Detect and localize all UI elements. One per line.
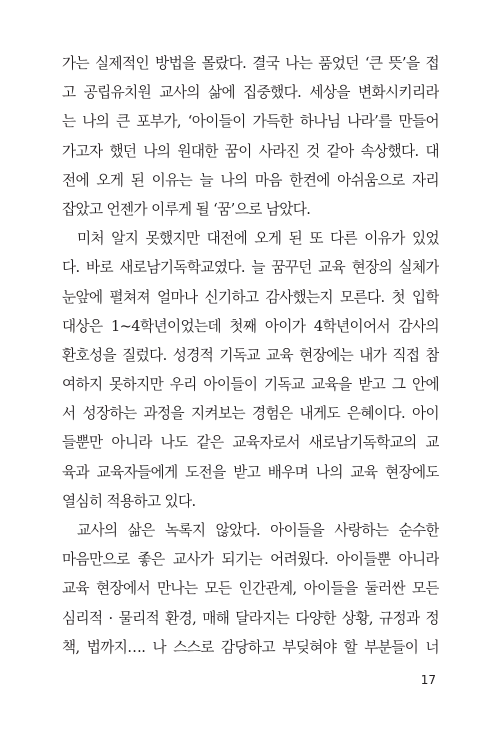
- text-line: 는 나의 큰 포부가, ‘아이들이 가득한 하나님 나라’를 만들어: [62, 113, 439, 131]
- text-line: 미처 알지 못했지만 대전에 오게 된 또 다른 이유가 있었: [77, 230, 439, 248]
- text-line: 서 성장하는 과정을 지켜보는 경험은 내게도 은혜이다. 아이: [62, 405, 439, 423]
- page-number: 17: [420, 673, 436, 687]
- text-line: 잡았고 언젠가 이루게 될 ‘꿈’으로 남았다.: [62, 200, 311, 218]
- text-line: 마음만으로 좋은 교사가 되기는 어려웠다. 아이들뿐 아니라: [62, 551, 439, 569]
- text-line: 육과 교육자들에게 도전을 받고 배우며 나의 교육 현장에도: [62, 463, 439, 481]
- text-line: 가는 실제적인 방법을 몰랐다. 결국 나는 품었던 ‘큰 뜻’을 접: [62, 55, 439, 72]
- text-line: 고 공립유치원 교사의 삶에 집중했다. 세상을 변화시키리라: [62, 84, 439, 102]
- text-line: 교육 현장에서 만나는 모든 인간관계, 아이들을 둘러싼 모든: [62, 580, 439, 598]
- text-line: 대상은 1~4학년이었는데 첫째 아이가 4학년이어서 감사의: [62, 317, 439, 335]
- text-line: 눈앞에 펼쳐져 얼마나 신기하고 감사했는지 모른다. 첫 입학: [62, 288, 439, 306]
- text-line: 다. 바로 새로남기독학교였다. 늘 꿈꾸던 교육 현장의 실체가: [62, 259, 439, 277]
- text-line: 열심히 적용하고 있다.: [62, 492, 196, 510]
- text-line: 책, 법까지…. 나 스스로 감당하고 부딪혀야 할 부분들이 너: [62, 638, 439, 656]
- text-line: 환호성을 질렀다. 성경적 기독교 교육 현장에는 내가 직접 참: [62, 346, 439, 364]
- text-line: 여하지 못하지만 우리 아이들이 기독교 교육을 받고 그 안에: [62, 376, 439, 394]
- text-line: 심리적 · 물리적 환경, 매해 달라지는 다양한 상황, 규정과 정: [62, 609, 439, 627]
- text-line: 교사의 삶은 녹록지 않았다. 아이들을 사랑하는 순수한: [77, 522, 439, 539]
- text-line: 가고자 했던 나의 원대한 꿈이 사라진 것 같아 속상했다. 대: [62, 142, 439, 160]
- text-line: 들뿐만 아니라 나도 같은 교육자로서 새로남기독학교의 교: [62, 434, 439, 452]
- body-text: [62, 49, 439, 662]
- text-line: 전에 오게 된 이유는 늘 나의 마음 한켠에 아쉬움으로 자리: [62, 171, 439, 189]
